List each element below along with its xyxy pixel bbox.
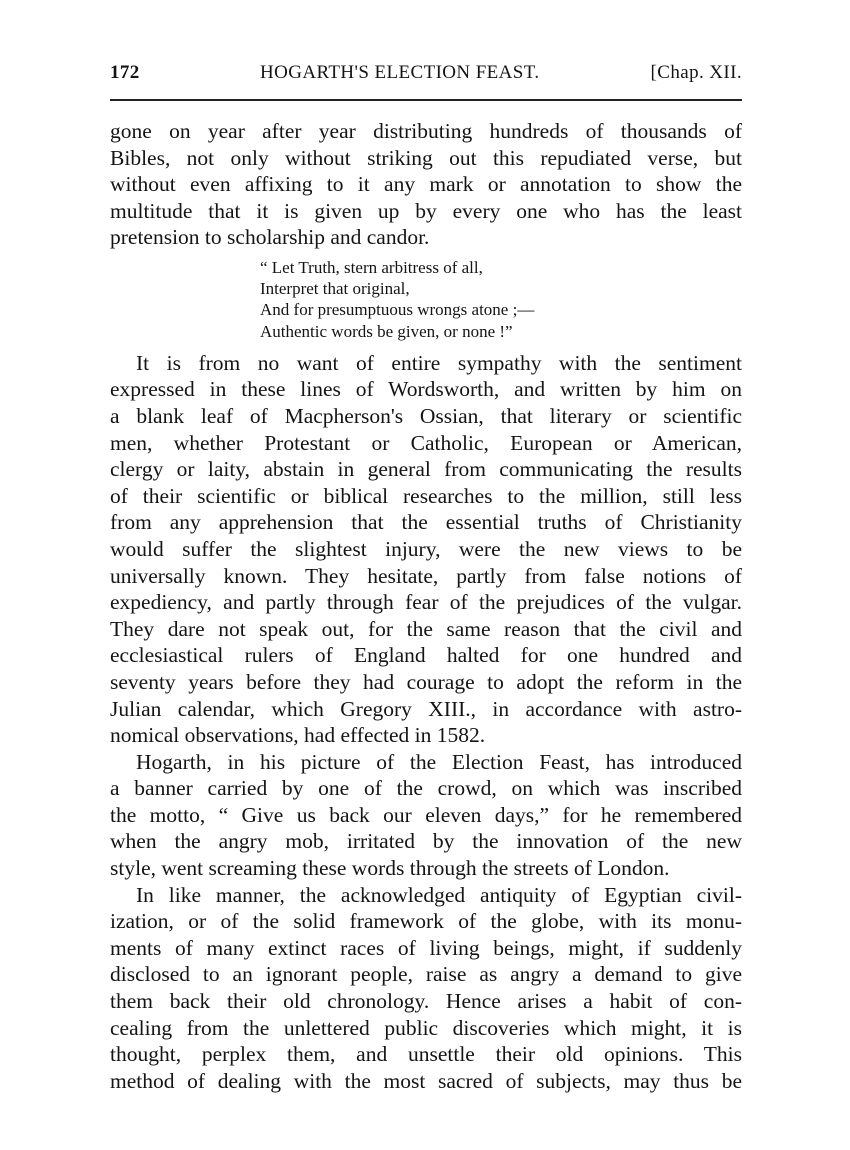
page-number: 172 [110, 62, 140, 83]
text-line: expediency, and partly through fear of the prejudices of the vulgar. [110, 590, 742, 615]
header-rule [110, 99, 742, 101]
poem-line: And for presumptuous wrongs atone ;— [260, 300, 535, 320]
text-line: expressed in these lines of Wordsworth, and written by him on [110, 377, 742, 402]
paragraph-2 [110, 350, 742, 749]
text-line: method of dealing with the most sacred of subjects, may thus be [110, 1068, 742, 1093]
text-line: gone on year after year distributing hundreds of thousands of [110, 119, 742, 143]
text-line: Julian calendar, which Gregory XIII., in accordance with astro- [110, 696, 742, 721]
text-line: In like manner, the acknowledged antiquity of Egyptian civil- [136, 882, 742, 907]
running-title: HOGARTH'S ELECTION FEAST. [260, 62, 540, 83]
paragraph-1 [110, 118, 742, 251]
poem-line: Authentic words be given, or none !” [260, 321, 513, 341]
page-header [110, 62, 742, 90]
text-line: a banner carried by one of the crowd, on which was inscribed [110, 776, 742, 801]
text-line: pretension to scholarship and candor. [110, 225, 430, 250]
text-line: ization, or of the solid framework of the globe, with its monu- [110, 909, 742, 934]
text-line: them back their old chronology. Hence arises a habit of con- [110, 989, 742, 1014]
text-line: clergy or laity, abstain in general from communicating the results [110, 457, 742, 482]
text-line: ecclesiastical rulers of England halted for one hundred and [110, 643, 742, 668]
text-line: Hogarth, in his picture of the Election Feast, has introduced [136, 749, 742, 774]
text-line: the motto, “ Give us back our eleven days,” for he remembered [110, 802, 742, 827]
text-line: multitude that it is given up by every one who has the least [110, 198, 742, 223]
text-line: when the angry mob, irritated by the innovation of the new [110, 829, 742, 854]
text-line: nomical observations, had effected in 1582. [110, 723, 486, 748]
text-line: seventy years before they had courage to adopt the reform in the [110, 669, 742, 694]
text-line: a blank leaf of Macpherson's Ossian, that literary or scientific [110, 403, 742, 428]
text-line: men, whether Protestant or Catholic, European or American, [110, 430, 742, 455]
text-line: from any apprehension that the essential truths of Christianity [110, 510, 742, 535]
text-line: ments of many extinct races of living beings, might, if suddenly [110, 935, 742, 960]
paragraph-4 [110, 882, 742, 1095]
text-line: disclosed to an ignorant people, raise as angry a demand to give [110, 962, 742, 987]
text-line: universally known. They hesitate, partly from false notions of [110, 563, 742, 588]
paragraph-3 [110, 749, 742, 882]
chapter-label: [Chap. XII. [650, 62, 742, 83]
text-line: cealing from the unlettered public discoveries which might, it is [110, 1015, 742, 1040]
text-line: Bibles, not only without striking out this repudiated verse, but [110, 145, 742, 170]
poem-line: “ Let Truth, stern arbitress of all, [260, 257, 483, 277]
text-line: It is from no want of entire sympathy with the sentiment [136, 350, 742, 375]
poem-line: Interpret that original, [260, 279, 410, 299]
text-line: They dare not speak out, for the same reason that the civil and [110, 616, 742, 641]
poem-quote [260, 257, 742, 342]
text-line: of their scientific or biblical researches to the million, still less [110, 483, 742, 508]
text-line: would suffer the slightest injury, were the new views to be [110, 536, 742, 561]
body-text [110, 118, 742, 1094]
text-line: style, went screaming these words through the streets of London. [110, 856, 670, 881]
text-line: without even affixing to it any mark or annotation to show the [110, 172, 742, 197]
text-line: thought, perplex them, and unsettle their old opinions. This [110, 1042, 742, 1067]
